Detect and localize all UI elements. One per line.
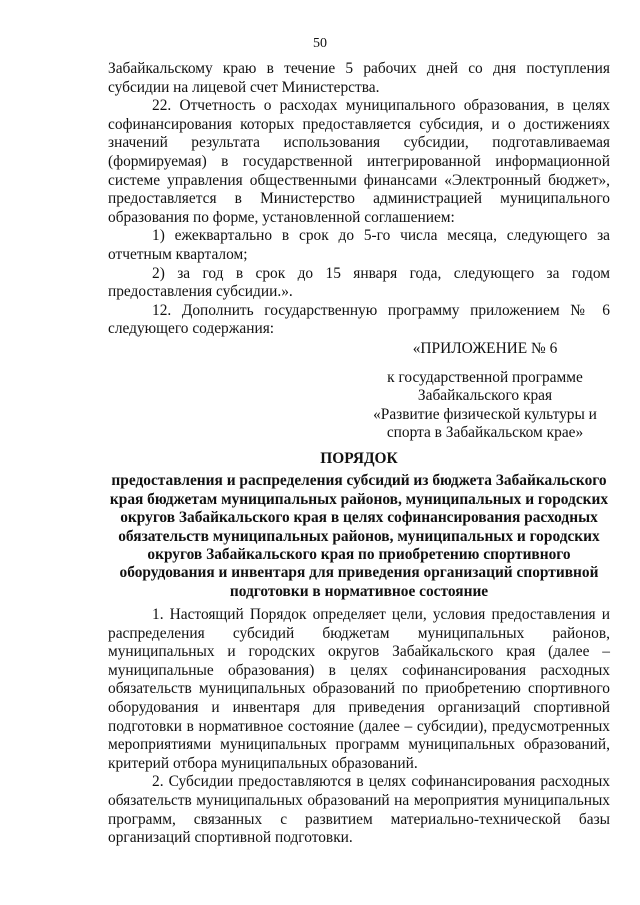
appendix-line: спорта в Забайкальском крае» <box>386 424 584 442</box>
heading-subtitle: предоставления и распределения субсидий из бюджета Забайкальского края бюджетам муниципальных районов, муниципальных и городских округов Забайкальского края в целях софинансирования расходных обязательств муниципальных районов, муниципальных и городских округов Забайкальского края по приобретению спортивного оборудования и инвентаря для приведения организаций спортивной подготовки в нормативное состояние <box>109 472 609 600</box>
page-number: 50 <box>313 36 327 51</box>
document-heading <box>108 450 610 601</box>
item-22-paragraph: 22. Отчетность о расходах муниципального образования, в целях софинансирования которых предоставляется субсидия, и о достижениях значений результата использования субсидии, подготавливаемая (формируемая) в государственной интегрированной информационной системе управления общественными финансами «Электронный бюджет», предоставляется в Министерство администрацией муниципального образования по форме, установленной соглашением: <box>108 97 610 226</box>
paragraph-2: 2. Субсидии предоставляются в целях софинансирования расходных обязательств муниципальных образований на мероприятия муниципальных программ, связанных с развитием материально-технической базы организаций спортивной подготовки. <box>108 773 610 847</box>
heading-title: ПОРЯДОК <box>320 450 398 467</box>
paragraph-1: 1. Настоящий Порядок определяет цели, условия предоставления и распределения субсидий бюджетам муниципальных районов, муниципальных и городских округов Забайкальского края (далее – муниципальные образования) в целях софинансирования расходных обязательств муниципальных образований по приобретению спортивного оборудования и инвентаря для приведения организаций спортивной подготовки в нормативное состояние (далее – субсидии), предусмотренных мероприятиями муниципальных программ муниципальных образований, критерий отбора муниципальных образований. <box>108 606 610 772</box>
appendix-line: к государственной программе <box>387 368 583 386</box>
appendix-line: Забайкальского края <box>417 387 553 405</box>
top-text-block <box>108 60 610 339</box>
item-12-paragraph: 12. Дополнить государственную программу приложением № 6 следующего содержания: <box>108 301 610 338</box>
appendix-title: «ПРИЛОЖЕНИЕ № 6 <box>412 340 558 357</box>
subitem-1-paragraph: 1) ежеквартально в срок до 5-го числа месяца, следующего за отчетным кварталом; <box>108 227 610 263</box>
appendix-line: «Развитие физической культуры и <box>373 405 597 423</box>
continuation-paragraph: Забайкальскому краю в течение 5 рабочих дней со дня поступления субсидии на лицевой счет Министерства. <box>108 60 610 96</box>
bottom-text-block <box>108 606 610 848</box>
subitem-2-paragraph: 2) за год в срок до 15 января года, следующего за годом предоставления субсидии.». <box>108 264 610 301</box>
appendix-block <box>360 340 610 443</box>
